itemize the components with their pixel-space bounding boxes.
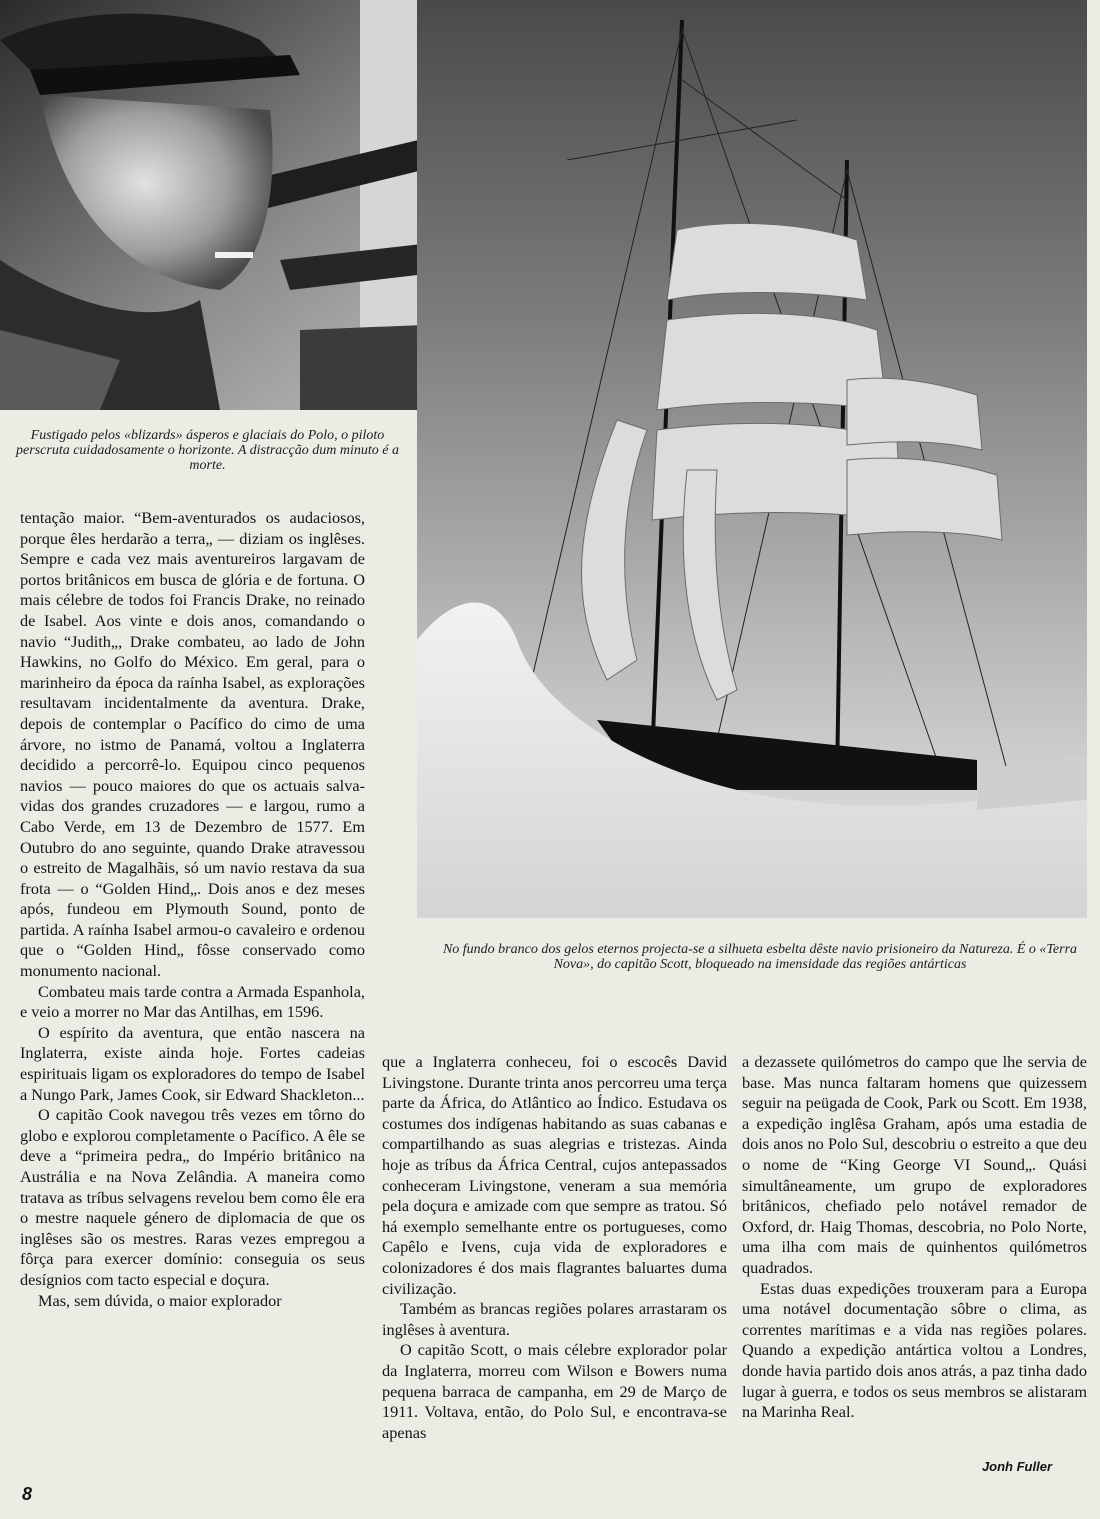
paragraph: a dezassete quilómetros do campo que lhe servia de base. Mas nunca faltaram homens que quizessem seguir na peügada de Cook, Park ou Scott. Em 1938, a expedição inglêsa Graham, após uma estadia de dois anos no Polo Sul, descobriu o estreito a que deu o nome de “King George VI Sound„. Quási simultâneamente, um grupo de exploradores britânicos, chefiado pelo notável remador de Oxford, dr. Haig Thomas, descobria, no Polo Norte, uma ilha com mais de quinhentos quilómetros quadrados. (742, 1052, 1087, 1277)
paragraph: Mas, sem dúvida, o maior explorador (38, 1290, 282, 1310)
author-signature: Jonh Fuller (981, 1459, 1052, 1474)
paragraph: que a Inglaterra conheceu, foi o escocês David Livingstone. Durante trinta anos percorreu uma terça parte da África, do Atlântico ao Índico. Estudava os costumes dos indígenas habitando as suas cabanas e compartilhando as suas alegrias e tristezas. Ainda hoje as tríbus da África Central, cujos antepassados conheceram Livingstone, veneram a sua memória pela doçura e amizade com que sempre as tratou. Só há exemplo semelhante entre os portugueses, como Capêlo e Ivens, cuja vida de exploradores e colonizadores é dos mais flagrantes baluartes duma civilização. (382, 1052, 727, 1298)
paragraph: Combateu mais tarde contra a Armada Espanhola, e veio a morrer no Mar das Antilhas, em 1596. (20, 981, 365, 1022)
paragraph: tentação maior. “Bem-aventurados os audaciosos, porque êles herdarão a terra„ — diziam os inglêses. Sempre e cada vez mais aventureiros largavam de portos britânicos em busca de glória e de fortuna. O mais célebre de todos foi Francis Drake, no reinado de Isabel. Aos vinte e dois anos, comandando o navio “Judith„, Drake combateu, ao lado de John Hawkins, no Golfo do México. Em geral, para o marinheiro da época da raínha Isabel, as explorações resultavam incidentalmente da aventura. Drake, depois de contemplar o Pacífico do cimo de uma árvore, no istmo de Panamá, voltou a Inglaterra decidido a percorrê-lo. Equipou cinco pequenos navios — pouco maiores do que os actuais salva-vidas dos grandes cruzadores — e largou, rumo a Cabo Verde, em 13 de Dezembro de 1577. Em Outubro do ano seguinte, quando Drake atravessou o estreito de Magalhãis, só um navio restava da sua frota — o “Golden Hind„. Dois anos e dez meses após, fundeou em Plymouth Sound, ponto de partida. A raínha Isabel armou-o cavaleiro e ordenou que o “Golden Hind„ fôsse conservado como monumento nacional. (20, 508, 365, 981)
paragraph: Estas duas expedições trouxeram para a Europa uma notável documentação sôbre o clima, as correntes marítimas e a vida nas regiões polares. Quando a expedição antártica voltou a Londres, donde havia partido dois anos atrás, a paz tinha dado lugar à guerra, e todos os seus membros se alistaram na Marinha Real. (742, 1278, 1087, 1422)
paragraph: Também as brancas regiões polares arrastaram os inglêses à aventura. (382, 1299, 727, 1339)
article-column-2 (382, 1052, 727, 1443)
article-column-1 (20, 508, 365, 1311)
paragraph: O capitão Cook navegou três vezes em tôrno do globo e explorou completamente o Pacífico. A êle se deve a “primeira pedra„ do Império britânico na Austrália e na Nova Zelândia. A maneira como tratava as tríbus selvagens revelou bem como êle era o mestre naquele género de diplomacia de que os inglêses são os mestres. Raras vezes empregou a fôrça para exercer domínio: conseguia os seus desígnios com tacto especial e doçura. (20, 1105, 365, 1289)
page-number: 8 (22, 1484, 33, 1504)
pilot-photo-caption: Fustigado pelos «blizards» ásperos e glaciais do Polo, o piloto perscruta cuidadosamente o horizonte. A distracção dum minuto é a morte. (16, 428, 399, 473)
paragraph: O espírito da aventura, que então nascera na Inglaterra, existe ainda hoje. Fortes cadeias espirituais ligam os exploradores do tempo de Isabel a Nungo Park, James Cook, sir Edward Shackleton... (20, 1022, 365, 1104)
paragraph: O capitão Scott, o mais célebre explorador polar da Inglaterra, morreu com Wilson e Bowers numa pequena barraca de campanha, em 29 de Março de 1911. Voltava, então, do Polo Sul, e encontrava-se apenas (382, 1340, 727, 1442)
sailing-ship-in-ice-photo (417, 0, 1087, 918)
article-column-3 (742, 1052, 1087, 1423)
ship-photo-caption: No fundo branco dos gelos eternos projecta-se a silhueta esbelta dêste navio prisioneiro da Natureza. É o «Terra Nova», do capitão Scott, bloqueado na imensidade das regiões antárticas (442, 942, 1078, 972)
